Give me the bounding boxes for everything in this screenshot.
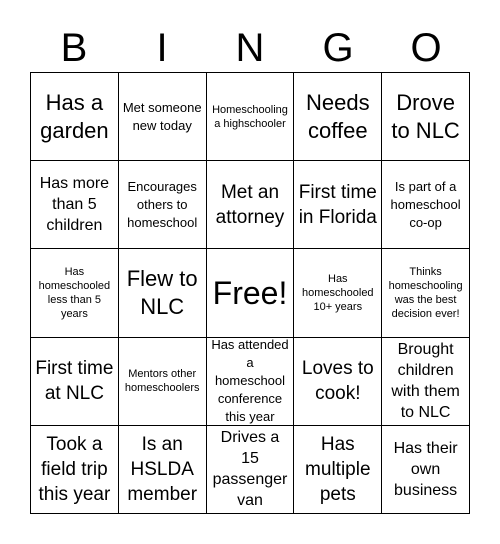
- bingo-cell[interactable]: [119, 161, 207, 249]
- cell-text: Loves to cook!: [301, 358, 374, 405]
- bingo-cell[interactable]: [294, 161, 382, 249]
- bingo-cell[interactable]: [382, 338, 470, 426]
- bingo-cell[interactable]: [119, 426, 207, 514]
- bingo-cell[interactable]: [31, 338, 119, 426]
- bingo-grid: [30, 72, 470, 514]
- cell-text: Has homeschooled less than 5 years: [38, 265, 111, 320]
- cell-text: Drives a 15 passenger van: [212, 429, 288, 510]
- bingo-cell[interactable]: [207, 426, 295, 514]
- cell-text: Mentors other homeschoolers: [124, 368, 200, 395]
- bingo-header: [30, 24, 470, 72]
- cell-text: First time in Florida: [298, 181, 377, 228]
- cell-text: Flew to NLC: [126, 265, 198, 319]
- header-letter-o: O: [410, 26, 442, 70]
- header-letter-i: I: [156, 26, 168, 70]
- bingo-cell[interactable]: [31, 426, 119, 514]
- cell-text: Brought children with them to NLC: [391, 341, 460, 422]
- header-letter-b: B: [60, 26, 88, 70]
- cell-text: Met someone new today: [122, 99, 202, 133]
- cell-text: Met an attorney: [215, 181, 285, 228]
- cell-text: Took a field trip this year: [38, 433, 111, 505]
- bingo-cell[interactable]: [294, 426, 382, 514]
- cell-text: Needs coffee: [305, 89, 370, 143]
- bingo-cell[interactable]: [31, 161, 119, 249]
- bingo-cell[interactable]: [294, 338, 382, 426]
- cell-text: Has multiple pets: [305, 433, 371, 505]
- cell-text: Has a garden: [40, 89, 109, 143]
- free-space-cell[interactable]: [207, 249, 295, 337]
- bingo-cell[interactable]: [31, 249, 119, 337]
- bingo-cell[interactable]: [119, 338, 207, 426]
- bingo-cell[interactable]: [207, 338, 295, 426]
- bingo-cell[interactable]: [294, 249, 382, 337]
- cell-text: Has homeschooled 10+ years: [302, 272, 374, 313]
- cell-text: Homeschooling a highschooler: [212, 103, 288, 130]
- bingo-cell[interactable]: [382, 73, 470, 161]
- cell-text: Has attended a homeschool conference this year: [211, 337, 289, 425]
- header-letter-n: N: [235, 26, 265, 70]
- cell-text: Encourages others to homeschool: [127, 178, 198, 230]
- cell-text: Drove to NLC: [391, 89, 460, 143]
- bingo-cell[interactable]: [382, 426, 470, 514]
- cell-text: Is an HSLDA member: [127, 433, 198, 505]
- cell-text: First time at NLC: [35, 358, 114, 405]
- bingo-cell[interactable]: [207, 161, 295, 249]
- cell-text: Has more than 5 children: [39, 175, 110, 235]
- bingo-cell[interactable]: [119, 73, 207, 161]
- bingo-cell[interactable]: [382, 249, 470, 337]
- bingo-cell[interactable]: [119, 249, 207, 337]
- cell-text: Is part of a homeschool co-op: [390, 178, 461, 230]
- bingo-cell[interactable]: [207, 73, 295, 161]
- cell-text: Has their own business: [393, 439, 458, 499]
- bingo-cell[interactable]: [294, 73, 382, 161]
- bingo-cell[interactable]: [31, 73, 119, 161]
- free-space-text: Free!: [212, 274, 288, 311]
- bingo-cell[interactable]: [382, 161, 470, 249]
- header-letter-g: G: [322, 26, 354, 70]
- cell-text: Thinks homeschooling was the best decision ever!: [388, 265, 463, 320]
